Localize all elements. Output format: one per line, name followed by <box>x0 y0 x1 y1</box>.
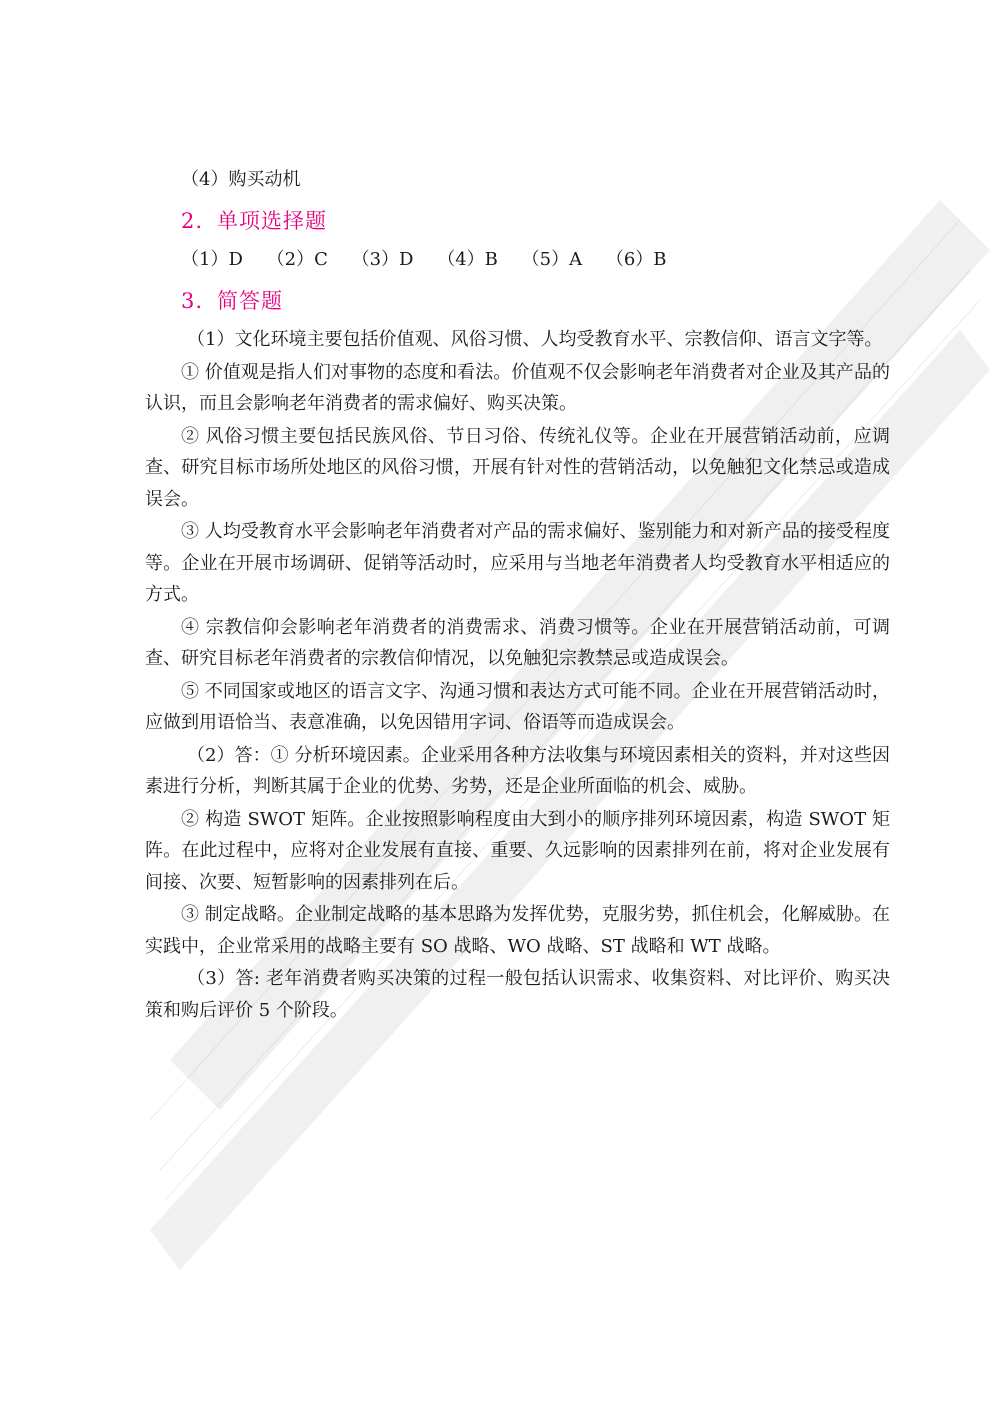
choice-answer: （5）A <box>521 249 583 270</box>
section-number: 2. <box>181 209 204 233</box>
section-title: 简答题 <box>217 289 284 313</box>
choice-answer: （2）C <box>266 249 328 270</box>
answer-item: （4）购买动机 <box>181 169 301 190</box>
answer-paragraph: ④ 宗教信仰会影响老年消费者的消费需求、消费习惯等。企业在开展营销活动前，可调查、研究目标老年消费者的宗教信仰情况，以免触犯宗教禁忌或造成误会。 <box>145 616 890 669</box>
choice-answer: （4）B <box>437 249 498 270</box>
answer-paragraph: （3）答: 老年消费者购买决策的过程一般包括认识需求、收集资料、对比评价、购买决策和购后评价 5 个阶段。 <box>145 968 890 1021</box>
choice-answers <box>145 244 890 276</box>
answer-paragraph: ② 构造 SWOT 矩阵。企业按照影响程度由大到小的顺序排列环境因素，构造 SWOT 矩阵。在此过程中，应将对企业发展有直接、重要、久远影响的因素排列在前，将对企业发展有间接、次要、短暂影响的因素排列在后。 <box>145 808 890 893</box>
choice-answer: （1）D <box>181 249 243 270</box>
answer-paragraph: （2）答：① 分析环境因素。企业采用各种方法收集与环境因素相关的资料，并对这些因素进行分析，判断其属于企业的优势、劣势，还是企业所面临的机会、威胁。 <box>145 744 890 797</box>
section-heading <box>145 202 890 240</box>
document-page <box>145 164 890 1027</box>
answer-paragraph: ① 价值观是指人们对事物的态度和看法。价值观不仅会影响老年消费者对企业及其产品的认识，而且会影响老年消费者的需求偏好、购买决策。 <box>145 361 890 414</box>
section-heading <box>145 282 890 320</box>
choice-answer: （6）B <box>605 249 667 270</box>
answer-paragraph: ⑤ 不同国家或地区的语言文字、沟通习惯和表达方式可能不同。企业在开展营销活动时，应做到用语恰当、表意准确，以免因错用字词、俗语等而造成误会。 <box>145 680 890 733</box>
choice-answer: （3）D <box>351 249 414 270</box>
section-title: 单项选择题 <box>217 209 328 233</box>
section-number: 3. <box>181 289 204 313</box>
answer-paragraph: （1）文化环境主要包括价值观、风俗习惯、人均受教育水平、宗教信仰、语言文字等。 <box>187 329 883 350</box>
answer-paragraph: ③ 人均受教育水平会影响老年消费者对产品的需求偏好、鉴别能力和对新产品的接受程度等。企业在开展市场调研、促销等活动时，应采用与当地老年消费者人均受教育水平相适应的方式。 <box>145 521 890 605</box>
answer-paragraph: ③ 制定战略。企业制定战略的基本思路为发挥优势，克服劣势，抓住机会，化解威胁。在实践中，企业常采用的战略主要有 SO 战略、WO 战略、ST 战略和 WT 战略。 <box>145 904 890 957</box>
answer-paragraph: ② 风俗习惯主要包括民族风俗、节日习俗、传统礼仪等。企业在开展营销活动前，应调查、研究目标市场所处地区的风俗习惯，开展有针对性的营销活动，以免触犯文化禁忌或造成误会。 <box>145 425 890 510</box>
